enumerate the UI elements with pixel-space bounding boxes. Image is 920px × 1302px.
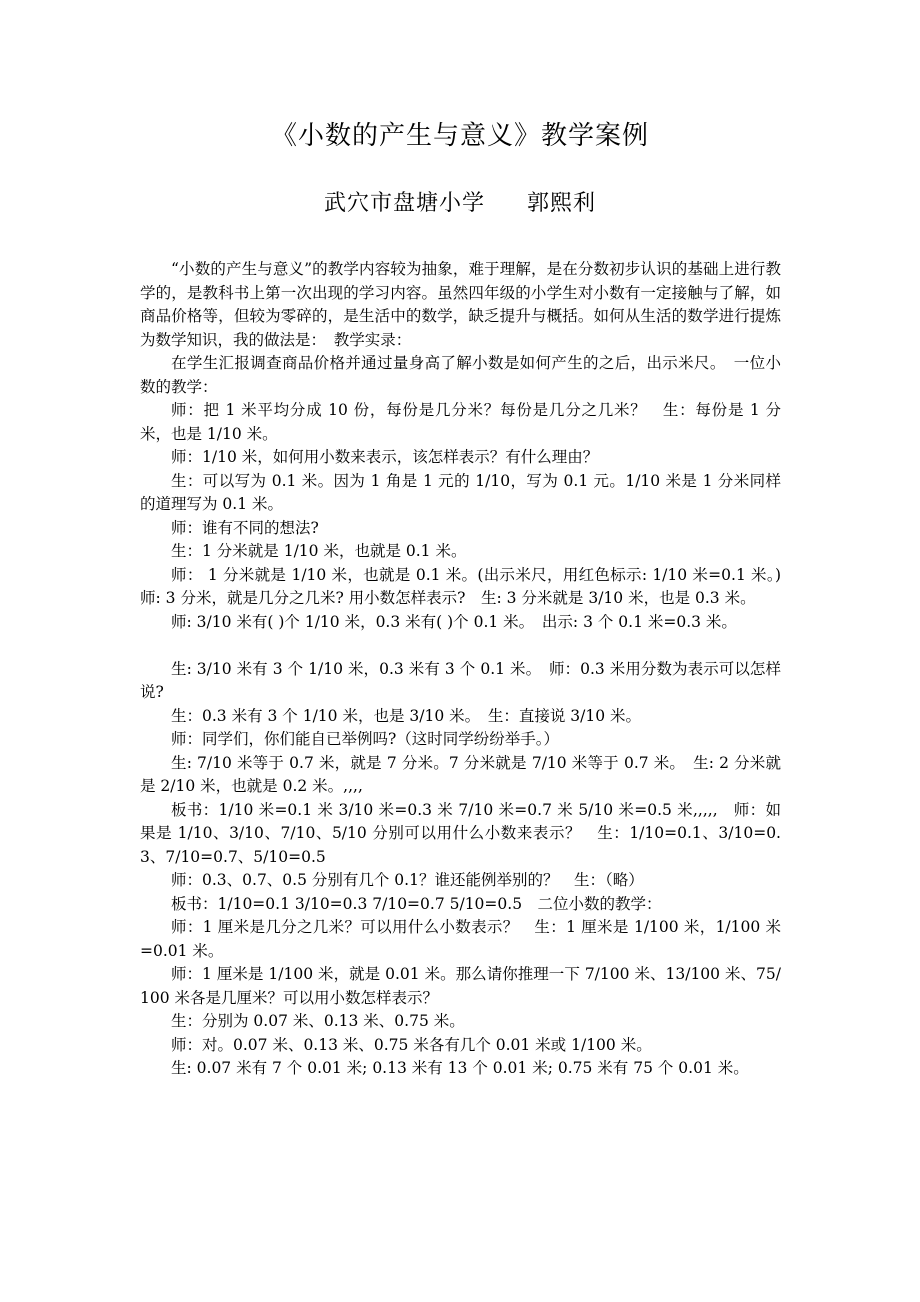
blank-line [140,634,781,658]
paragraph: 师： 1 分米就是 1/10 米，也就是 0.1 米。(出示米尺，用红色标示: 1/10 米=0.1 米。) 师: 3 分米，就是几分之几米? 用小数怎样表示? 生: 3 分米就是 3/10 米，也是 0.3 米。 [140,565,797,607]
paragraph: 生：可以写为 0.1 米。因为 1 角是 1 元的 1/10，写为 0.1 元。1/10 米是 1 分米同样的道理写为 0.1 米。 [140,471,781,513]
paragraph: 生: 7/10 米等于 0.7 米，就是 7 分米。7 分米就是 7/10 米等于 0.7 米。 生: 2 分米就是 2/10 米，也就是 0.2 米。,,,, [140,753,781,795]
paragraph: 在学生汇报调查商品价格并通过量身高了解小数是如何产生的之后，出示米尺。 一位小数的教学： [140,354,781,396]
paragraph-intro: “小数的产生与意义”的教学内容较为抽象，难于理解，是在分数初步认识的基础上进行教学的，是教科书上第一次出现的学习内容。虽然四年级的小学生对小数有一定接触与了解，如商品价格等，但较为零碎的，是生活中的数学，缺乏提升与概括。如何从生活的数学进行提炼为数学知识，我的做法是： 教学实录： [140,260,781,349]
document-body [140,258,797,1081]
school-name: 武穴市盘塘小学 [323,191,485,216]
document-byline [0,186,920,222]
paragraph: 师：对。0.07 米、0.13 米、0.75 米各有几个 0.01 米或 1/100 米。 [171,1035,652,1054]
paragraph: 生: 0.07 米有 7 个 0.01 米; 0.13 米有 13 个 0.01 米; 0.75 米有 75 个 0.01 米。 [171,1059,749,1077]
paragraph: 板书：1/10=0.1 3/10=0.3 7/10=0.7 5/10=0.5 二位小数的教学： [171,894,662,913]
paragraph: 板书：1/10 米=0.1 米 3/10 米=0.3 米 7/10 米=0.7 米 5/10 米=0.5 米,,,,, 师：如果是 1/10、3/10、7/10、5/10 分别可以用什么小数来表示？ 生：1/10=0.1、3/10=0.3、7/10=0.7、5/10=0.5 [140,800,781,866]
paragraph: 师: 3/10 米有( )个 1/10 米，0.3 米有( )个 0.1 米。 出示: 3 个 0.1 米=0.3 米。 [171,612,737,631]
paragraph: 师：谁有不同的想法? [171,518,319,537]
paragraph: 师：1 厘米是几分之几米？可以用什么小数表示？ 生：1 厘米是 1/100 米，1/100 米=0.01 米。 [140,918,781,960]
paragraph: 生: 3/10 米有 3 个 1/10 米，0.3 米有 3 个 0.1 米。 师：0.3 米用分数为表示可以怎样说? [140,659,781,701]
paragraph: 师：同学们，你们能自已举例吗?（这时同学纷纷举手。） [171,730,560,748]
author-name: 郭熙利 [527,191,597,216]
paragraph: 师：0.3、0.7、0.5 分别有几个 0.1？谁还能例举别的？ 生：（略） [171,871,644,889]
paragraph: 生：0.3 米有 3 个 1/10 米，也是 3/10 米。 生：直接说 3/10 米。 [171,706,642,725]
paragraph: 生：1 分米就是 1/10 米，也就是 0.1 米。 [171,542,467,560]
paragraph: 师：1/10 米，如何用小数来表示，该怎样表示？有什么理由？ [171,448,599,466]
document-title: 《小数的产生与意义》教学案例 [270,121,649,151]
paragraph: 师：1 厘米是 1/100 米，就是 0.01 米。那么请你推理一下 7/100 米、13/100 米、75/100 米各是几厘米？可以用小数怎样表示？ [140,965,781,1007]
paragraph: 师：把 1 米平均分成 10 份，每份是几分米？每份是几分之几米？ 生：每份是 1 分米，也是 1/10 米。 [140,401,781,443]
paragraph: 生：分别为 0.07 米、0.13 米、0.75 米。 [171,1012,465,1030]
